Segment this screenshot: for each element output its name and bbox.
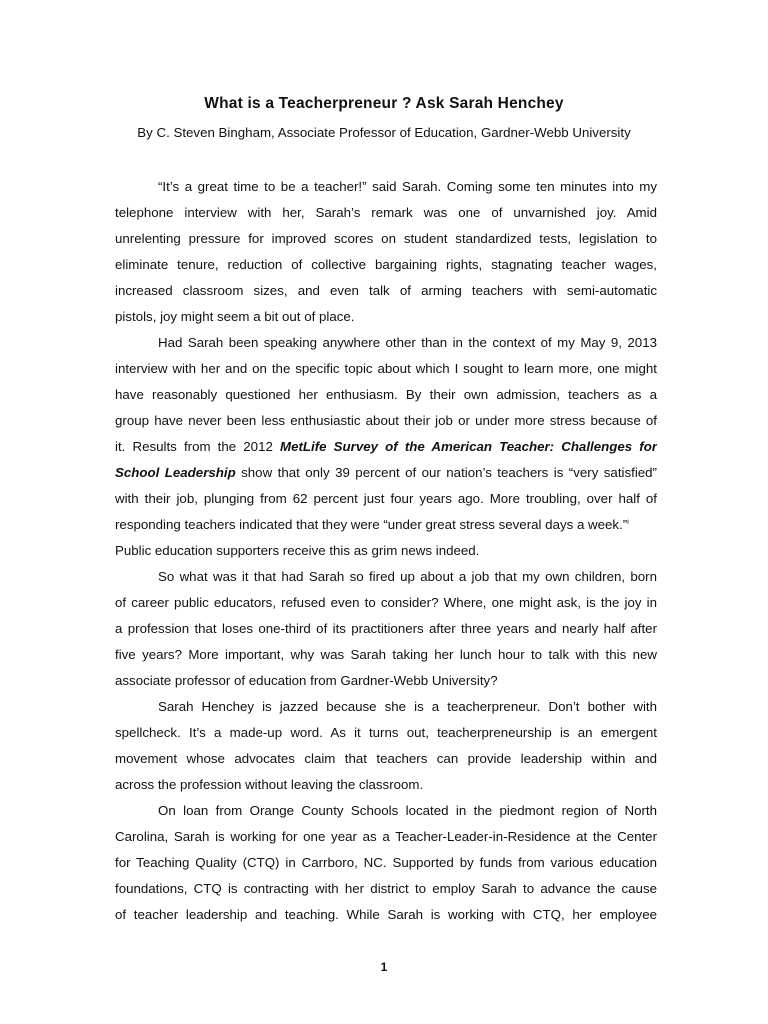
article-body (115, 174, 657, 928)
paragraph-line: unrelenting pressure for improved scores on student standardized tests, legislation to (115, 231, 657, 246)
paragraph-line: Public education supporters receive this as grim news indeed. (115, 543, 480, 558)
paragraph-line: On loan from Orange County Schools located in the piedmont region of North (158, 803, 657, 818)
paragraph-line: of career public educators, refused even to consider? Where, one might ask, is the joy in (115, 595, 657, 610)
paragraph-line: Sarah Henchey is jazzed because she is a teacherpreneur. Don’t bother with (158, 699, 657, 714)
survey-title-italic: MetLife Survey of the American Teacher: Challenges for (280, 439, 657, 454)
paragraph-line: So what was it that had Sarah so fired up about a job that my own children, born (158, 569, 657, 584)
paragraph-line: spellcheck. It’s a made-up word. As it turns out, teacherpreneurship is an emergent (115, 725, 657, 740)
paragraph-line: pistols, joy might seem a bit out of place. (115, 309, 355, 324)
paragraph-line: for Teaching Quality (CTQ) in Carrboro, NC. Supported by funds from various education (115, 855, 657, 870)
paragraph-line: of teacher leadership and teaching. While Sarah is working with CTQ, her employee (115, 907, 657, 922)
paragraph-line: “It’s a great time to be a teacher!” said Sarah. Coming some ten minutes into my (158, 179, 657, 194)
paragraph-line: five years? More important, why was Sarah taking her lunch hour to talk with this new (115, 647, 657, 662)
plain-text: it. Results from the 2012 (115, 439, 280, 454)
survey-title-italic: School Leadership (115, 465, 236, 480)
paragraph-line-with-citation (115, 460, 657, 486)
document-title: What is a Teacherpreneur ? Ask Sarah Henchey (204, 95, 564, 112)
document-byline: By C. Steven Bingham, Associate Professor of Education, Gardner-Webb University (137, 125, 631, 140)
paragraph-line-with-footnote (115, 512, 657, 538)
plain-text: responding teachers indicated that they were “under great stress several days a week.” (115, 517, 628, 532)
paragraph-line: movement whose advocates claim that teachers can provide leadership within and (115, 751, 657, 766)
paragraph-line-with-citation (115, 434, 657, 460)
paragraph-line: Had Sarah been speaking anywhere other than in the context of my May 9, 2013 (158, 335, 657, 350)
paragraph-line: foundations, CTQ is contracting with her district to employ Sarah to advance the cause (115, 881, 657, 896)
paragraph-line: increased classroom sizes, and even talk of arming teachers with semi-automatic (115, 283, 657, 298)
paragraph-line: interview with her and on the specific topic about which I sought to learn more, one might (115, 361, 657, 376)
paragraph-line: with their job, plunging from 62 percent just four years ago. More troubling, over half of (115, 491, 657, 506)
paragraph-line: have reasonably questioned her enthusiasm. By their own admission, teachers as a (115, 387, 657, 402)
paragraph-line: group have never been less enthusiastic about their job or under more stress because of (115, 413, 657, 428)
paragraph-line: associate professor of education from Gardner-Webb University? (115, 673, 498, 688)
paragraph-line: Carolina, Sarah is working for one year as a Teacher-Leader-in-Residence at the Center (115, 829, 657, 844)
paragraph-line: across the profession without leaving the classroom. (115, 777, 424, 792)
footnote-marker[interactable]: i (627, 519, 629, 526)
paragraph-line: a profession that loses one-third of its practitioners after three years and nearly half after (115, 621, 657, 636)
page-number: 1 (380, 960, 388, 974)
paragraph-line: eliminate tenure, reduction of collective bargaining rights, stagnating teacher wages, (115, 257, 657, 272)
plain-text: show that only 39 percent of our nation’s teachers is “very satisfied” (235, 465, 657, 480)
paragraph-line: telephone interview with her, Sarah’s remark was one of unvarnished joy. Amid (115, 205, 657, 220)
